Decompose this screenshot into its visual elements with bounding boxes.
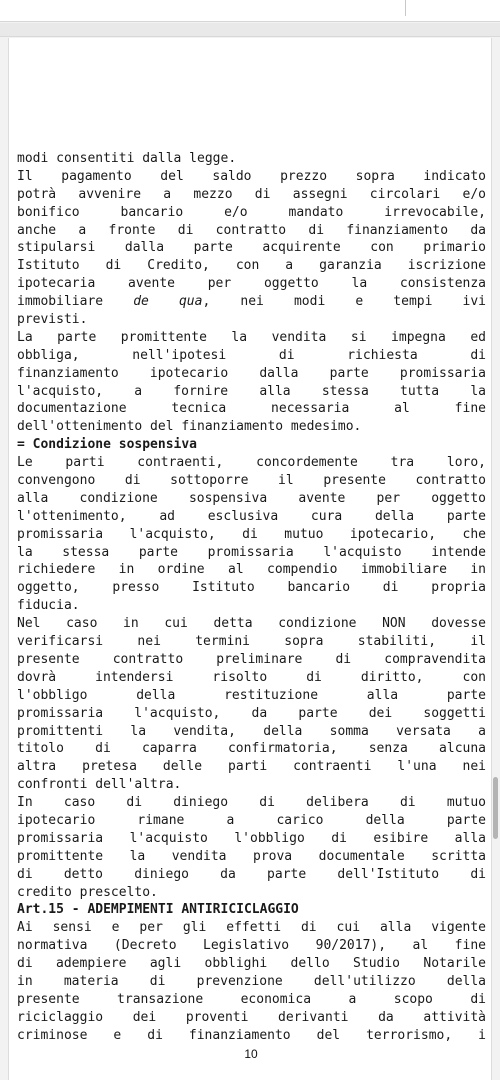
text-line: In caso di diniego di delibera di mutuo bbox=[17, 795, 486, 811]
top-toolbar bbox=[0, 0, 500, 22]
text-segment: , nei modi e tempi ivi bbox=[202, 294, 486, 310]
text-line: l'obbligo della restituzione alla parte bbox=[17, 687, 486, 703]
document-body bbox=[17, 150, 486, 1045]
text-line: potrà avvenire a mezzo di assegni circolari e/o bbox=[17, 186, 486, 202]
text-line: previsti. bbox=[17, 312, 88, 328]
text-line: Ai sensi e per gli effetti di cui alla vigente bbox=[17, 920, 486, 936]
text-line: promittenti la vendita, della somma versata a bbox=[17, 723, 486, 739]
text-line: l'acquisto, a fornire alla stessa tutta la bbox=[17, 383, 486, 399]
text-line: fiducia. bbox=[17, 598, 80, 614]
document-page bbox=[8, 38, 492, 1080]
text-line: obbliga, nell'ipotesi di richiesta di bbox=[17, 347, 486, 363]
text-line: dell'ottenimento del finanziamento medesimo. bbox=[17, 419, 362, 435]
text-line: dovrà intendersi risolto di diritto, con bbox=[17, 669, 486, 685]
page-gap bbox=[0, 23, 500, 37]
section-heading: = Condizione sospensiva bbox=[17, 437, 198, 453]
text-line: la stessa parte promissaria l'acquisto intende bbox=[17, 544, 486, 560]
text-line: confronti dell'altra. bbox=[17, 777, 182, 793]
text-line: credito prescelto. bbox=[17, 884, 158, 900]
text-line: oggetto, presso Istituto bancario di propria bbox=[17, 580, 486, 596]
scrollbar-thumb[interactable] bbox=[493, 777, 498, 839]
text-line: convengono di sottoporre il presente contratto bbox=[17, 473, 486, 489]
text-line: promittente la vendita prova documentale scritta bbox=[17, 848, 486, 864]
text-line: verificarsi nei termini sopra stabiliti, il bbox=[17, 634, 486, 650]
text-line: modi consentiti dalla legge. bbox=[17, 151, 237, 166]
text-line: documentazione tecnica necessaria al fine bbox=[17, 401, 486, 417]
text-line: La parte promittente la vendita si impegna ed bbox=[17, 329, 486, 345]
text-line: Le parti contraenti, concordemente tra loro, bbox=[17, 455, 486, 471]
text-line: normativa (Decreto Legislativo 90/2017), al fine bbox=[17, 938, 486, 954]
toolbar-divider bbox=[405, 0, 406, 16]
text-line: promissaria l'acquisto l'obbligo di esibire alla bbox=[17, 830, 486, 846]
text-line: alla condizione sospensiva avente per oggetto bbox=[17, 490, 486, 506]
text-line: anche a fronte di contratto di finanziamento da bbox=[17, 222, 486, 238]
text-line: ipotecaria avente per oggetto la consistenza bbox=[17, 276, 486, 292]
text-line: riciclaggio dei proventi derivanti da attività bbox=[17, 1009, 486, 1025]
text-line: Il pagamento del saldo prezzo sopra indicato bbox=[17, 168, 486, 184]
text-line: criminose e di finanziamento del terrorismo, i bbox=[17, 1027, 486, 1043]
page-number: 10 bbox=[244, 1047, 258, 1061]
text-line: promissaria l'acquisto, da parte dei soggetti bbox=[17, 705, 486, 721]
text-line: stipularsi dalla parte acquirente con primario bbox=[17, 240, 486, 256]
text-line: di detto diniego da parte dell'Istituto di bbox=[17, 866, 486, 882]
text-line: titolo di caparra confirmatoria, senza alcuna bbox=[17, 741, 486, 757]
text-line: Istituto di Credito, con a garanzia iscrizione bbox=[17, 258, 486, 274]
text-line: finanziamento ipotecario dalla parte promissaria bbox=[17, 365, 486, 381]
text-line: ipotecario rimane a carico della parte bbox=[17, 812, 486, 828]
text-line: presente contratto preliminare di compravendita bbox=[17, 651, 486, 667]
article-heading: Art.15 - ADEMPIMENTI ANTIRICICLAGGIO bbox=[17, 902, 299, 918]
text-line bbox=[17, 293, 486, 311]
text-line: presente transazione economica a scopo di bbox=[17, 991, 486, 1007]
text-line: di adempiere agli obblighi dello Studio Notarile bbox=[17, 956, 486, 972]
text-line: bonifico bancario e/o mandato irrevocabile, bbox=[17, 204, 486, 220]
text-line: l'ottenimento, ad esclusiva cura della parte bbox=[17, 508, 486, 524]
text-line: Nel caso in cui detta condizione NON dovesse bbox=[17, 616, 486, 632]
text-line: altra pretesa delle parti contraenti l'una nei bbox=[17, 759, 486, 775]
italic-phrase: de qua bbox=[133, 294, 203, 310]
text-line: in materia di prevenzione dell'utilizzo della bbox=[17, 973, 486, 989]
text-line: richiedere in ordine al compendio immobiliare in bbox=[17, 562, 486, 578]
text-segment: immobiliare bbox=[17, 294, 104, 310]
text-line: promissaria l'acquisto, di mutuo ipotecario, che bbox=[17, 526, 486, 542]
